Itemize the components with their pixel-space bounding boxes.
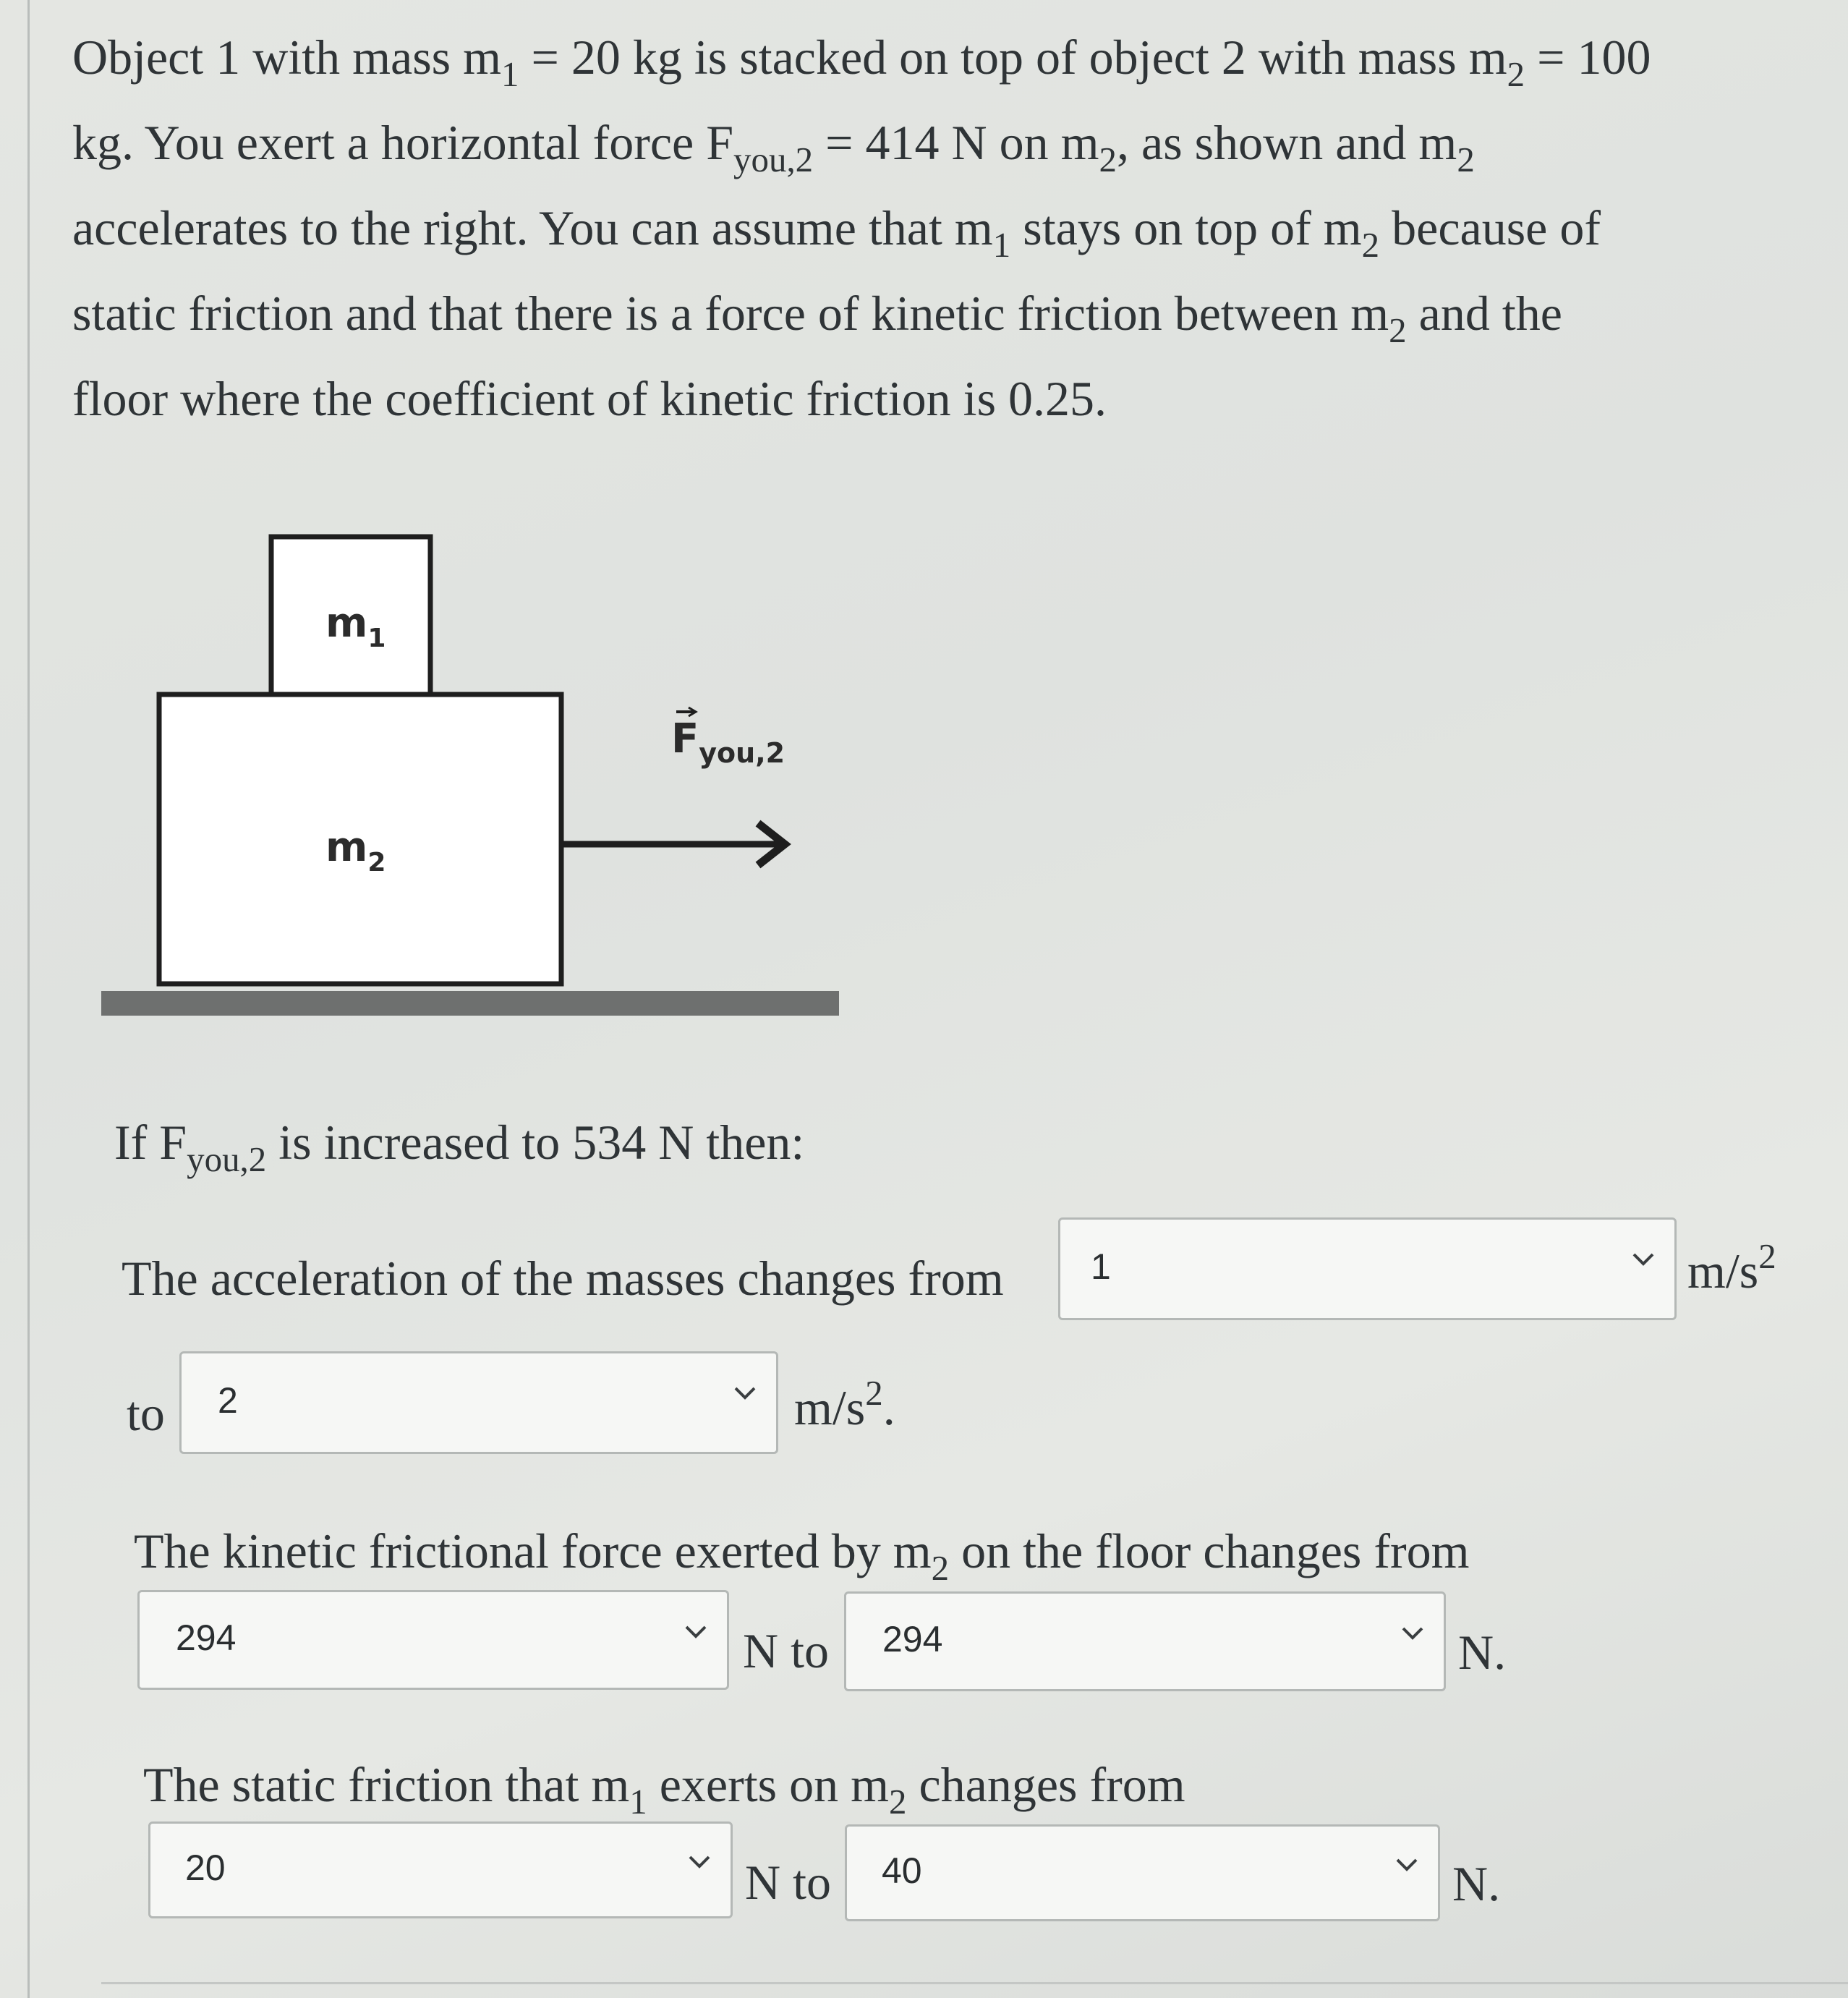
problem-statement [72, 14, 1837, 441]
problem-line [72, 100, 1837, 185]
subscript: 2 [931, 1548, 950, 1589]
static-to-select[interactable] [845, 1824, 1440, 1921]
floor [101, 991, 839, 1016]
text: floor where the coefficient of kinetic friction is 0.25. [72, 371, 1107, 426]
problem-line [72, 185, 1837, 271]
text: and the [1406, 286, 1562, 341]
subscript: 1 [501, 54, 519, 95]
subscript: 2 [888, 1782, 907, 1822]
text: = 20 kg is stacked on top of object 2 with mass m [519, 30, 1507, 85]
acceleration-question: The acceleration of the masses changes from [122, 1251, 1004, 1306]
chevron-down-icon [733, 1385, 757, 1401]
text: stays on top of m [1010, 200, 1362, 255]
text: Object 1 with mass m [72, 30, 502, 85]
label-m2: $m_2$ [325, 824, 386, 877]
divider [101, 1982, 1848, 1984]
kinetic-from-select[interactable] [137, 1590, 729, 1690]
page-border [27, 0, 30, 1998]
text: = 414 N on m [813, 115, 1099, 170]
selected-value: 1 [1091, 1246, 1111, 1287]
text: exerts on m [647, 1757, 889, 1812]
text: kg. You exert a horizontal force F [72, 115, 734, 170]
text: If F [114, 1115, 187, 1170]
text: is increased to 534 N then: [266, 1115, 805, 1170]
problem-line [72, 356, 1837, 441]
static-friction-question [143, 1756, 1185, 1822]
text: static friction and that there is a force of kinetic friction between m [72, 286, 1389, 341]
label-force: $F_{you,2}$ [671, 715, 785, 769]
subscript: 2 [1361, 225, 1380, 265]
subscript: 1 [992, 225, 1011, 265]
selected-value: 20 [185, 1848, 226, 1888]
selected-value: 40 [882, 1850, 922, 1891]
subscript: you,2 [733, 140, 814, 180]
chevron-down-icon [684, 1624, 708, 1640]
static-mid-label: N to [745, 1855, 831, 1910]
chevron-down-icon [1400, 1625, 1425, 1641]
subscript: 2 [1507, 54, 1525, 95]
text: changes from [906, 1757, 1185, 1812]
stacked-blocks-diagram [101, 528, 868, 1034]
kinetic-end-label: N. [1458, 1625, 1507, 1680]
acceleration-unit: $m/s^2$. [794, 1373, 895, 1435]
problem-line [72, 14, 1837, 100]
chevron-down-icon [1394, 1857, 1419, 1873]
condition-text [114, 1114, 805, 1180]
chevron-down-icon [1631, 1251, 1656, 1267]
static-end-label: N. [1452, 1856, 1501, 1911]
kinetic-mid-label: N to [743, 1623, 829, 1678]
to-label: to [127, 1386, 165, 1441]
problem-line [72, 271, 1837, 356]
subscript: 2 [1457, 140, 1475, 180]
subscript: 1 [629, 1782, 647, 1822]
text: because of [1379, 200, 1601, 255]
chevron-down-icon [687, 1854, 712, 1870]
subscript: you,2 [187, 1139, 267, 1180]
acceleration-from-select[interactable] [1058, 1217, 1677, 1320]
subscript: 2 [1099, 140, 1117, 180]
acceleration-to-select[interactable] [179, 1351, 778, 1454]
selected-value: 294 [176, 1617, 237, 1658]
selected-value: 294 [882, 1619, 943, 1659]
kinetic-to-select[interactable] [844, 1591, 1446, 1691]
static-from-select[interactable] [148, 1821, 733, 1918]
text: , as shown and m [1117, 115, 1457, 170]
text: The kinetic frictional force exerted by m [134, 1523, 932, 1578]
selected-value: 2 [218, 1380, 238, 1421]
text: = 100 [1525, 30, 1651, 85]
acceleration-unit: $m/s^2$ [1687, 1236, 1776, 1298]
text: on the floor changes from [949, 1523, 1470, 1578]
text: The static friction that m [143, 1757, 630, 1812]
subscript: 2 [1389, 310, 1407, 351]
kinetic-friction-question [134, 1523, 1470, 1589]
label-m1: $m_1$ [325, 600, 386, 653]
text: accelerates to the right. You can assume that m [72, 200, 993, 255]
